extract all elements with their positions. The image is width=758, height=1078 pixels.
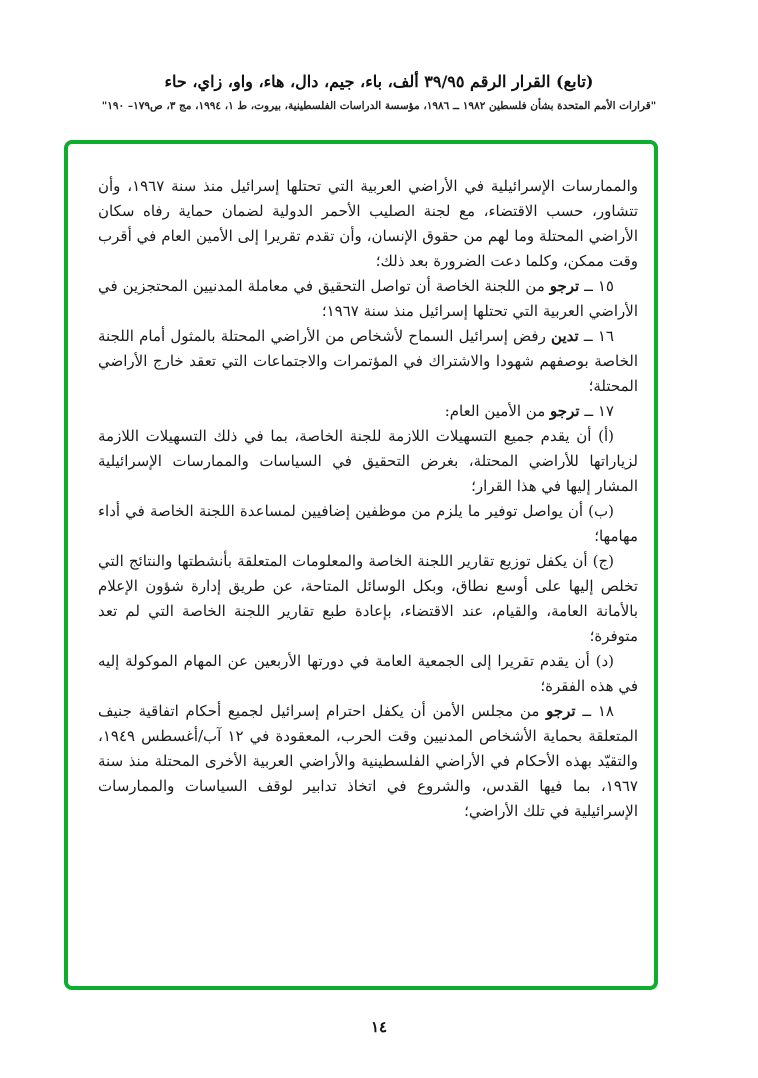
paragraph-text: والممارسات الإسرائيلية في الأراضي العربية التي تحتلها إسرائيل منذ سنة ١٩٦٧، وأن تتشاور، حسب الاقتضاء، مع لجنة الصليب الأحمر الدولية لضمان حماية رفاه سكان الأراضي المحتلة وما لهم من حقوق الإنسان، وأن تقدم تقريرا إلى الأمين العام في أقرب وقت ممكن، وكلما دعت الضرورة بعد ذلك؛ [98, 177, 638, 270]
paragraph-16 [98, 324, 638, 399]
page-header [0, 72, 758, 112]
operative-verb: ترجو [546, 702, 576, 720]
subparagraph-b [98, 499, 638, 549]
subparagraph-label: (ب) [588, 502, 614, 520]
paragraph-18 [98, 699, 638, 824]
paragraph-text: أن يقدم تقريرا إلى الجمعية العامة في دورتها الأربعين عن المهام الموكولة إليه في هذه الفقرة؛ [98, 652, 638, 695]
paragraph-text: من اللجنة الخاصة أن تواصل التحقيق في معاملة المدنيين المحتجزين في الأراضي العربية التي تحتلها إسرائيل منذ سنة ١٩٦٧؛ [98, 277, 638, 320]
paragraph-text: أن يكفل توزيع تقارير اللجنة الخاصة والمعلومات المتعلقة بأنشطتها والنتائج التي تخلص إليها على أوسع نطاق، وبكل الوسائل المتاحة، عن طريق إدارة شؤون الإعلام بالأمانة العامة، والقيام، عند الاقتضاء، بإعادة طبع تقارير اللجنة الخاصة التي لم تعد متوفرة؛ [98, 552, 638, 645]
paragraph-15 [98, 274, 638, 324]
paragraph-number: ١٥ ــ [584, 277, 614, 295]
source-citation: "قرارات الأمم المتحدة بشأن فلسطين ١٩٨٢ ــ ١٩٨٦، مؤسسة الدراسات الفلسطينية، بيروت، ط ١، ١٩٩٤، مج ٣، ص١٧٩– ١٩٠" [101, 100, 657, 112]
subparagraph-d [98, 649, 638, 699]
document-title: (تابع) القرار الرقم ٣٩/٩٥ ألف، باء، جيم، دال، هاء، واو، زاي، حاء [164, 72, 594, 91]
operative-verb: ترجو [549, 277, 580, 295]
operative-verb: ترجو [550, 402, 580, 420]
subparagraph-label: (د) [595, 652, 614, 670]
paragraph-number: ١٨ ــ [582, 702, 614, 720]
paragraph-text: أن يواصل توفير ما يلزم من موظفين إضافيين لمساعدة اللجنة الخاصة في أداء مهامها؛ [98, 502, 638, 545]
paragraph-text: من مجلس الأمن أن يكفل احترام إسرائيل لجميع أحكام اتفاقية جنيف المتعلقة بحماية الأشخاص المدنيين وقت الحرب، المعقودة في ١٢ آب/أغسطس ١٩٤٩، والتقيّد بهذه الأحكام في الأراضي الفلسطينية والأراضي العربية الأخرى المحتلة منذ سنة ١٩٦٧، بما فيها القدس، والشروع في اتخاذ تدابير لوقف السياسات والممارسات الإسرائيلية في تلك الأراضي؛ [98, 702, 638, 820]
paragraph-number: ١٦ ــ [583, 327, 614, 345]
paragraph-17 [98, 399, 638, 424]
operative-verb: تدين [551, 327, 579, 345]
paragraph-text: رفض إسرائيل السماح لأشخاص من الأراضي المحتلة بالمثول أمام اللجنة الخاصة بوصفهم شهودا والاشتراك في المؤتمرات والاجتماعات التي تعقد خارج الأراضي المحتلة؛ [98, 327, 638, 395]
subparagraph-label: (أ) [598, 427, 614, 445]
paragraph-text: من الأمين العام: [444, 402, 546, 420]
subparagraph-j [98, 549, 638, 649]
paragraph-text: أن يقدم جميع التسهيلات اللازمة للجنة الخاصة، بما في ذلك التسهيلات اللازمة لزياراتها للأراضي المحتلة، بغرض التحقيق في السياسات والممارسات الإسرائيلية المشار إليها في هذا القرار؛ [98, 427, 638, 495]
page-number: ١٤ [370, 1018, 388, 1036]
subparagraph-a [98, 424, 638, 499]
green-border-frame [64, 140, 658, 990]
paragraph-number: ١٧ ــ [584, 402, 614, 420]
body-text [68, 144, 654, 824]
subparagraph-label: (ج) [592, 552, 614, 570]
paragraph-continuation [98, 174, 638, 274]
